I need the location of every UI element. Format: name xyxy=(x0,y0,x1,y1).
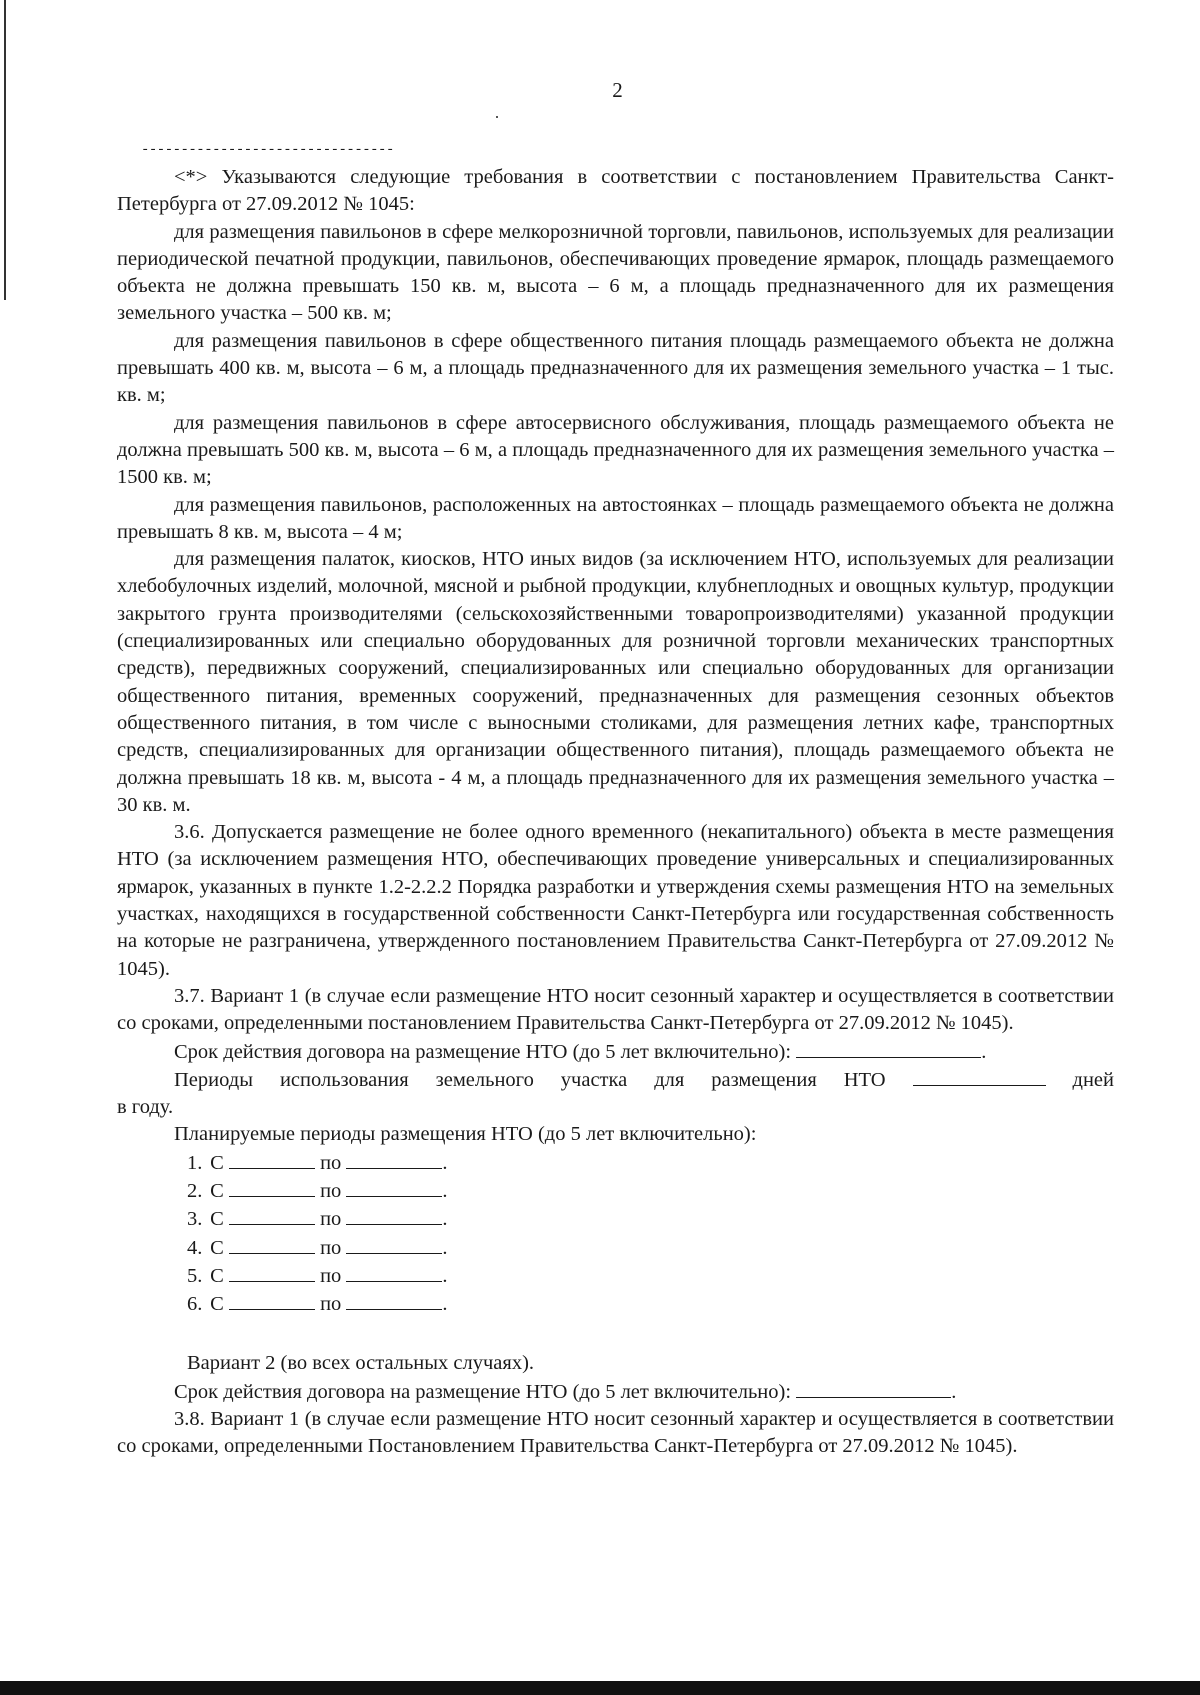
usage-days-field[interactable] xyxy=(913,1066,1046,1086)
period-from-field[interactable] xyxy=(229,1290,315,1310)
footnote-item-pavilions-parking: для размещения павильонов, расположенных на автостоянках – площадь размещаемого объекта не должна превышать 8 кв. м, высота – 4 м; xyxy=(117,493,1114,543)
period-from-field[interactable] xyxy=(229,1149,315,1169)
period-row: 5. С по . xyxy=(187,1262,1114,1290)
footnote-item-pavilions-retail: для размещения павильонов в сфере мелкорозничной торговли, павильонов, используемых для реализации периодической печатной продукции, павильонов, обеспечивающих проведение ярмарок, площадь размещаемого объекта не должна превышать 150 кв. м, высота – 6 м, а площадь предназначенного для их размещения земельного участка – 500 кв. м; xyxy=(117,220,1114,325)
planned-periods-list xyxy=(187,1149,1114,1319)
usage-periods-label: Периоды использования земельного участка для размещения НТО xyxy=(174,1068,886,1091)
period-to-field[interactable] xyxy=(346,1205,442,1225)
footnote-separator: -------------------------------- xyxy=(141,142,394,158)
variant-2-term-line: Срок действия договора на размещение НТО (до 5 лет включительно): . xyxy=(117,1378,1114,1406)
per-year-text: в году. xyxy=(117,1096,174,1119)
variant-2: Вариант 2 (во всех остальных случаях). xyxy=(187,1352,535,1375)
period-row: 2. С по . xyxy=(187,1177,1114,1205)
contract-term-label: Срок действия договора на размещение НТО (до 5 лет включительно): xyxy=(174,1040,792,1063)
period-from-field[interactable] xyxy=(229,1262,315,1282)
period-to-field[interactable] xyxy=(346,1262,442,1282)
scan-edge-bottom xyxy=(0,1681,1200,1695)
clause-3-8: 3.8. Вариант 1 (в случае если размещение НТО носит сезонный характер и осуществляется в соответствии со сроками, определенными Постановлением Правительства Санкт-Петербурга от 27.09.2012 № 1045). xyxy=(117,1408,1114,1458)
days-word: дней xyxy=(1072,1068,1115,1091)
period-from-field[interactable] xyxy=(229,1177,315,1197)
period-to-field[interactable] xyxy=(346,1234,442,1254)
clause-3-7: 3.7. Вариант 1 (в случае если размещение НТО носит сезонный характер и осуществляется в соответствии со сроками, определенными постановлением Правительства Санкт-Петербурга от 27.09.2012 № 1045). xyxy=(117,984,1114,1035)
footnote-item-pavilions-catering: для размещения павильонов в сфере общественного питания площадь размещаемого объекта не должна превышать 400 кв. м, высота – 6 м, а площадь предназначенного для их размещения земельного участка – 1 тыс. кв. м; xyxy=(117,329,1114,407)
usage-periods-line xyxy=(117,1066,1114,1094)
page-number: 2 xyxy=(612,78,623,102)
contract-term-field[interactable] xyxy=(796,1038,981,1058)
contract-term-line: Срок действия договора на размещение НТО (до 5 лет включительно): . xyxy=(117,1038,1114,1066)
period-row: 6. С по . xyxy=(187,1290,1114,1318)
period-row: 1. С по . xyxy=(187,1149,1114,1177)
planned-periods-label: Планируемые периоды размещения НТО (до 5 лет включительно): xyxy=(174,1123,757,1146)
period-row: 3. С по . xyxy=(187,1205,1114,1233)
period-to-field[interactable] xyxy=(346,1149,442,1169)
footnote-item-pavilions-autoservice: для размещения павильонов в сфере автосервисного обслуживания, площадь размещаемого объекта не должна превышать 500 кв. м, высота – 6 м, а площадь предназначенного для их размещения земельного участка – 1500 кв. м; xyxy=(117,411,1114,489)
footnote-intro: <*> Указываются следующие требования в соответствии с постановлением Правительства Санкт-Петербурга от 27.09.2012 № 1045: xyxy=(117,166,1114,216)
period-to-field[interactable] xyxy=(346,1177,442,1197)
variant-2-term-field[interactable] xyxy=(796,1378,951,1398)
footnote-item-kiosks: для размещения палаток, киосков, НТО иных видов (за исключением НТО, используемых для реализации хлебобулочных изделий, молочной, мясной и рыбной продукции, клубнеплодных и овощных культур, продукции закрытого грунта производителями (сельскохозяйственными товаропроизводителями) указанной продукции (специализированных или специально оборудованных для розничной торговли механических транспортных средств), передвижных сооружений, специализированных или специально оборудованных для организации общественного питания, временных сооружений, предназначенных для размещения сезонных объектов общественного питания, в том числе с выносными столиками, для размещения летних кафе, транспортных средств, специализированных для организации общественного питания), площадь размещаемого объекта не должна превышать 18 кв. м, высота - 4 м, а площадь предназначенного для их размещения земельного участка – 30 кв. м. xyxy=(117,548,1114,816)
scan-speck xyxy=(496,116,498,118)
period-from-field[interactable] xyxy=(229,1205,315,1225)
spacer xyxy=(117,1318,1114,1350)
clause-3-6: 3.6. Допускается размещение не более одного временного (некапитального) объекта в месте размещения НТО (за исключением размещения НТО, обеспечивающих проведение универсальных и специализированных ярмарок, указанных в пункте 1.2-2.2.2 Порядка разработки и утверждения схемы размещения НТО на земельных участках, находящихся в государственной собственности Санкт-Петербурга или государственная собственность на которые не разграничена, утвержденного постановлением Правительства Санкт-Петербурга от 27.09.2012 № 1045). xyxy=(117,821,1114,980)
period-from-field[interactable] xyxy=(229,1234,315,1254)
document-body xyxy=(117,140,1114,1461)
period-row: 4. С по . xyxy=(187,1234,1114,1262)
period-to-field[interactable] xyxy=(346,1290,442,1310)
scan-edge xyxy=(4,0,6,300)
variant-2-term-label: Срок действия договора на размещение НТО (до 5 лет включительно): xyxy=(174,1380,792,1403)
